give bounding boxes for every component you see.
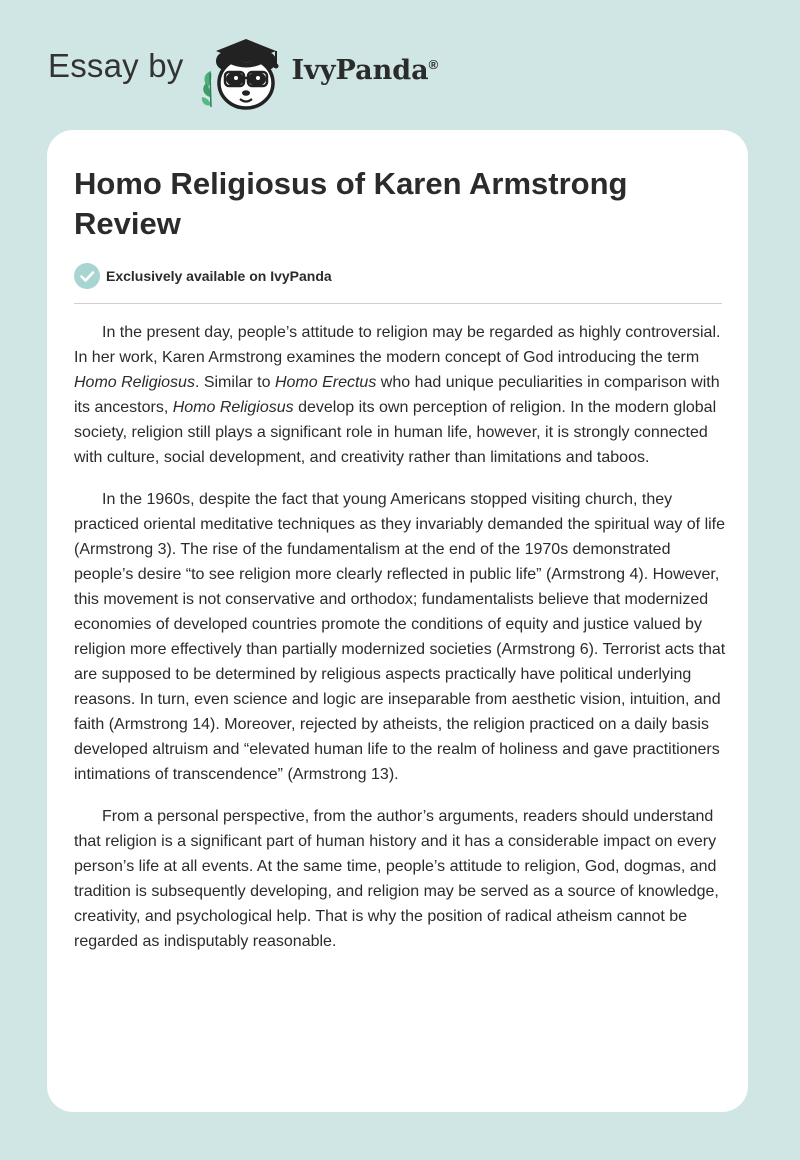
text-run: develop its own perception of religion. In the modern global society, religion still plays a significant role in human life, however, it is strongly connected with culture, social development, and creativity rather than limitations and taboos. [74,399,717,466]
italic-term: Homo Religiosus [74,374,195,391]
divider [74,303,722,304]
text-run: In the present day, people’s attitude to religion may be regarded as highly controversial. In her work, Karen Armstrong examines the modern concept of God introducing the term [74,324,721,366]
paragraph [74,804,726,954]
brand-text: IvyPanda [291,54,429,86]
text-run: . Similar to [194,374,275,391]
check-circle-icon [74,263,100,289]
essay-body [74,320,726,971]
text-run: From a personal perspective, from the author’s arguments, readers should understand that religion is a significant part of human history and it has a considerable impact on every person’s life at all events. At the same time, people’s attitude to religion, God, dogmas, and tradition is subsequently developing, and religion may be served as a source of knowledge, creativity, and psychological help. That is why the position of radical atheism cannot be regarded as indisputably reasonable. [74,808,719,950]
essay-card [47,130,748,1112]
text-run: who had unique peculiarities in comparison with its ancestors, [74,374,720,416]
paragraph [74,320,726,470]
essay-by-label: Essay by [48,47,184,84]
site-header [48,30,438,114]
essay-title: Homo Religiosus of Karen Armstrong Review [74,166,628,241]
italic-term: Homo Religiosus [172,399,294,416]
text-run: In the 1960s, despite the fact that young Americans stopped visiting church, they practiced oriental meditative techniques as they invariably demanded the spiritual way of life (Armstrong 3). The rise of the fundamentalism at the end of the 1970s demonstrated people’s desire “to see religion more clearly reflected in public life” (Armstrong 4). However, this movement is not conservative and orthodox; fundamentalists believe that modernized economies of developed countries promote the conditions of equity and justice valued by religion more effectively than partially modernized societies (Armstrong 6). Terrorist acts that are supposed to be determined by religious aspects practically have political underlying reasons. In turn, even science and logic are inseparable from aesthetic vision, intuition, and faith (Armstrong 14). Moreover, rejected by atheists, the religion practiced on a daily basis developed altruism and “elevated human life to the realm of holiness and gave practitioners intimations of transcendence” (Armstrong 13). [74,491,726,783]
italic-term: Homo Erectus [274,374,377,391]
exclusive-badge [74,263,332,289]
exclusive-label: Exclusively available on IvyPanda [106,268,332,284]
registered-mark: ® [428,56,439,72]
panda-graduation-cap-logo[interactable] [198,31,290,113]
paragraph [74,487,726,787]
brand-name[interactable] [292,55,439,86]
